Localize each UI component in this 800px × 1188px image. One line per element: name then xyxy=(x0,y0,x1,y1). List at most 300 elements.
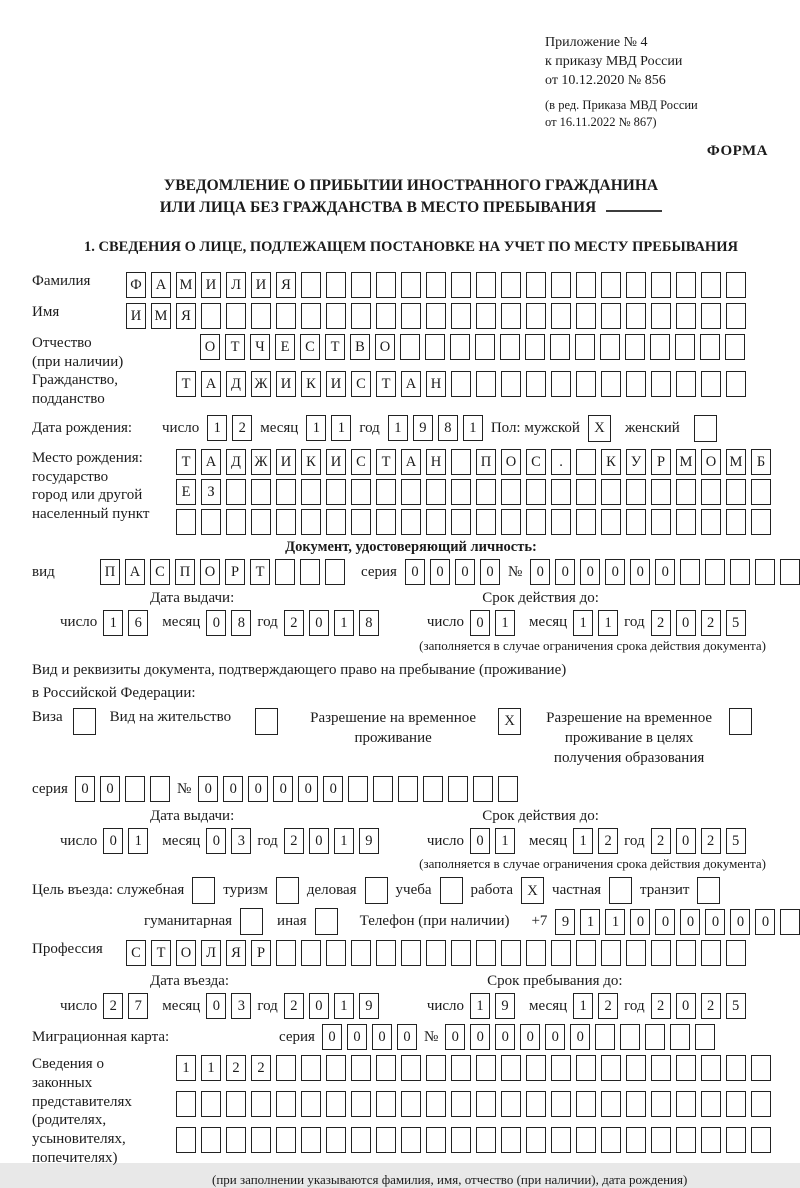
representatives-cell[interactable] xyxy=(351,1127,371,1153)
birth-place-cell[interactable] xyxy=(576,449,596,475)
patronymic-cell[interactable] xyxy=(475,334,495,360)
visa-checkbox-cell[interactable] xyxy=(73,708,96,735)
representatives-cell[interactable] xyxy=(751,1127,771,1153)
birth-place-cell[interactable] xyxy=(601,479,621,505)
profession-cell[interactable] xyxy=(351,940,371,966)
birth-year-cell[interactable]: 1 xyxy=(463,415,483,441)
citizenship-cell[interactable]: А xyxy=(401,371,421,397)
doc-number-cell[interactable]: 0 xyxy=(555,559,575,585)
birth-place-cell[interactable]: П xyxy=(476,449,496,475)
representatives-cell[interactable] xyxy=(326,1055,346,1081)
patronymic-cell[interactable]: О xyxy=(200,334,220,360)
birth-month-cell[interactable]: 1 xyxy=(306,415,326,441)
surname-cell[interactable] xyxy=(626,272,646,298)
entry-month-cell[interactable]: 3 xyxy=(231,993,251,1019)
profession-cell[interactable] xyxy=(276,940,296,966)
representatives-cell[interactable] xyxy=(451,1055,471,1081)
permit-issue-year-cell[interactable]: 1 xyxy=(334,828,354,854)
surname-cell[interactable] xyxy=(526,272,546,298)
citizenship-cell[interactable]: А xyxy=(201,371,221,397)
patronymic-cell[interactable] xyxy=(600,334,620,360)
representatives-cell[interactable] xyxy=(226,1091,246,1117)
permit-expiry-year-cell[interactable]: 5 xyxy=(726,828,746,854)
doc-issue-year-cell[interactable]: 2 xyxy=(284,610,304,636)
stay-day-cell[interactable]: 9 xyxy=(495,993,515,1019)
representatives-cell[interactable] xyxy=(551,1055,571,1081)
citizenship-cell[interactable] xyxy=(451,371,471,397)
birth-place-cell[interactable] xyxy=(501,509,521,535)
doc-type-cell[interactable]: Т xyxy=(250,559,270,585)
representatives-cell[interactable] xyxy=(651,1091,671,1117)
permit-issue-day-cell[interactable]: 0 xyxy=(103,828,123,854)
birth-place-cell[interactable] xyxy=(476,509,496,535)
profession-cell[interactable]: Р xyxy=(251,940,271,966)
purpose-study-cell[interactable] xyxy=(440,877,463,904)
permit-issue-year-cell[interactable]: 0 xyxy=(309,828,329,854)
permit-number-cell[interactable] xyxy=(448,776,468,802)
birth-place-cell[interactable] xyxy=(176,509,196,535)
representatives-cell[interactable] xyxy=(526,1127,546,1153)
birth-place-cell[interactable] xyxy=(601,509,621,535)
profession-cell[interactable] xyxy=(451,940,471,966)
surname-cell[interactable] xyxy=(551,272,571,298)
profession-cell[interactable]: О xyxy=(176,940,196,966)
permit-series-cell[interactable]: 0 xyxy=(75,776,95,802)
representatives-cell[interactable] xyxy=(726,1091,746,1117)
citizenship-cell[interactable]: Ж xyxy=(251,371,271,397)
migcard-number-cell[interactable]: 0 xyxy=(470,1024,490,1050)
birth-place-cell[interactable]: И xyxy=(326,449,346,475)
doc-issue-day-cell[interactable]: 1 xyxy=(103,610,123,636)
birth-place-cell[interactable] xyxy=(301,479,321,505)
birth-place-cell[interactable]: С xyxy=(526,449,546,475)
profession-cell[interactable] xyxy=(726,940,746,966)
given-name-cell[interactable] xyxy=(551,303,571,329)
phone-cell[interactable]: 1 xyxy=(580,909,600,935)
phone-cell[interactable]: 0 xyxy=(730,909,750,935)
temp-residence-edu-checkbox-cell[interactable] xyxy=(729,708,752,735)
doc-issue-day-cell[interactable]: 6 xyxy=(128,610,148,636)
representatives-cell[interactable] xyxy=(376,1055,396,1081)
citizenship-cell[interactable] xyxy=(626,371,646,397)
permit-expiry-day-cell[interactable]: 1 xyxy=(495,828,515,854)
representatives-cell[interactable] xyxy=(401,1091,421,1117)
birth-place-cell[interactable] xyxy=(501,479,521,505)
birth-place-cell[interactable] xyxy=(276,509,296,535)
birth-year-cell[interactable]: 1 xyxy=(388,415,408,441)
phone-cell[interactable] xyxy=(780,909,800,935)
citizenship-cell[interactable] xyxy=(726,371,746,397)
representatives-cell[interactable] xyxy=(601,1055,621,1081)
birth-year-cell[interactable]: 9 xyxy=(413,415,433,441)
citizenship-cell[interactable] xyxy=(676,371,696,397)
doc-type-cell[interactable] xyxy=(275,559,295,585)
representatives-cell[interactable] xyxy=(676,1127,696,1153)
doc-type-cell[interactable]: С xyxy=(150,559,170,585)
profession-cell[interactable] xyxy=(701,940,721,966)
representatives-cell[interactable] xyxy=(526,1091,546,1117)
representatives-cell[interactable] xyxy=(426,1091,446,1117)
birth-place-cell[interactable] xyxy=(751,479,771,505)
profession-cell[interactable]: Т xyxy=(151,940,171,966)
patronymic-cell[interactable] xyxy=(575,334,595,360)
doc-expiry-year-cell[interactable]: 0 xyxy=(676,610,696,636)
given-name-cell[interactable] xyxy=(201,303,221,329)
doc-number-cell[interactable]: 0 xyxy=(580,559,600,585)
permit-number-cell[interactable] xyxy=(373,776,393,802)
birth-place-cell[interactable] xyxy=(576,509,596,535)
surname-cell[interactable] xyxy=(451,272,471,298)
birth-place-cell[interactable]: А xyxy=(201,449,221,475)
purpose-work-cell[interactable]: X xyxy=(521,877,544,904)
permit-series-cell[interactable]: 0 xyxy=(100,776,120,802)
representatives-cell[interactable] xyxy=(376,1091,396,1117)
representatives-cell[interactable] xyxy=(476,1091,496,1117)
birth-place-cell[interactable]: Т xyxy=(376,449,396,475)
given-name-cell[interactable] xyxy=(451,303,471,329)
citizenship-cell[interactable] xyxy=(601,371,621,397)
surname-cell[interactable] xyxy=(326,272,346,298)
permit-expiry-year-cell[interactable]: 2 xyxy=(651,828,671,854)
doc-issue-month-cell[interactable]: 0 xyxy=(206,610,226,636)
profession-cell[interactable] xyxy=(601,940,621,966)
permit-issue-month-cell[interactable]: 3 xyxy=(231,828,251,854)
stay-year-cell[interactable]: 2 xyxy=(651,993,671,1019)
doc-series-cell[interactable]: 0 xyxy=(430,559,450,585)
given-name-cell[interactable] xyxy=(676,303,696,329)
representatives-cell[interactable] xyxy=(301,1055,321,1081)
doc-number-cell[interactable] xyxy=(755,559,775,585)
given-name-cell[interactable] xyxy=(301,303,321,329)
patronymic-cell[interactable]: О xyxy=(375,334,395,360)
given-name-cell[interactable] xyxy=(651,303,671,329)
given-name-cell[interactable] xyxy=(626,303,646,329)
representatives-cell[interactable] xyxy=(251,1091,271,1117)
surname-cell[interactable] xyxy=(401,272,421,298)
doc-number-cell[interactable] xyxy=(730,559,750,585)
representatives-cell[interactable]: 1 xyxy=(201,1055,221,1081)
birth-place-cell[interactable]: Ж xyxy=(251,449,271,475)
permit-issue-day-cell[interactable]: 1 xyxy=(128,828,148,854)
birth-day-cell[interactable]: 1 xyxy=(207,415,227,441)
birth-place-cell[interactable] xyxy=(726,479,746,505)
birth-place-cell[interactable] xyxy=(676,479,696,505)
phone-cell[interactable]: 0 xyxy=(705,909,725,935)
representatives-cell[interactable] xyxy=(301,1091,321,1117)
birth-place-cell[interactable] xyxy=(476,479,496,505)
permit-number-cell[interactable]: 0 xyxy=(298,776,318,802)
doc-number-cell[interactable]: 0 xyxy=(530,559,550,585)
representatives-cell[interactable] xyxy=(626,1091,646,1117)
patronymic-cell[interactable]: В xyxy=(350,334,370,360)
birth-place-cell[interactable]: К xyxy=(601,449,621,475)
birth-place-cell[interactable] xyxy=(651,479,671,505)
birth-place-cell[interactable] xyxy=(326,479,346,505)
birth-place-cell[interactable] xyxy=(576,479,596,505)
migcard-number-cell[interactable] xyxy=(670,1024,690,1050)
permit-number-cell[interactable] xyxy=(423,776,443,802)
doc-expiry-year-cell[interactable]: 2 xyxy=(701,610,721,636)
given-name-cell[interactable]: М xyxy=(151,303,171,329)
birth-place-cell[interactable]: М xyxy=(676,449,696,475)
representatives-cell[interactable] xyxy=(601,1127,621,1153)
citizenship-cell[interactable] xyxy=(551,371,571,397)
profession-cell[interactable]: Л xyxy=(201,940,221,966)
representatives-cell[interactable] xyxy=(451,1127,471,1153)
stay-month-cell[interactable]: 2 xyxy=(598,993,618,1019)
representatives-cell[interactable] xyxy=(751,1091,771,1117)
representatives-cell[interactable] xyxy=(676,1091,696,1117)
birth-place-cell[interactable] xyxy=(676,509,696,535)
given-name-cell[interactable] xyxy=(501,303,521,329)
given-name-cell[interactable]: Я xyxy=(176,303,196,329)
representatives-cell[interactable] xyxy=(476,1127,496,1153)
migcard-number-cell[interactable] xyxy=(595,1024,615,1050)
representatives-cell[interactable] xyxy=(426,1055,446,1081)
representatives-cell[interactable] xyxy=(351,1091,371,1117)
representatives-cell[interactable]: 2 xyxy=(226,1055,246,1081)
doc-series-cell[interactable]: 0 xyxy=(480,559,500,585)
doc-series-cell[interactable]: 0 xyxy=(455,559,475,585)
representatives-cell[interactable] xyxy=(501,1091,521,1117)
doc-expiry-month-cell[interactable]: 1 xyxy=(598,610,618,636)
permit-expiry-year-cell[interactable]: 2 xyxy=(701,828,721,854)
migcard-number-cell[interactable]: 0 xyxy=(545,1024,565,1050)
representatives-cell[interactable] xyxy=(276,1127,296,1153)
doc-number-cell[interactable] xyxy=(680,559,700,585)
doc-type-cell[interactable] xyxy=(325,559,345,585)
representatives-cell[interactable] xyxy=(476,1055,496,1081)
representatives-cell[interactable] xyxy=(501,1055,521,1081)
entry-day-cell[interactable]: 7 xyxy=(128,993,148,1019)
permit-expiry-day-cell[interactable]: 0 xyxy=(470,828,490,854)
citizenship-cell[interactable] xyxy=(701,371,721,397)
doc-type-cell[interactable]: П xyxy=(100,559,120,585)
permit-number-cell[interactable]: 0 xyxy=(223,776,243,802)
surname-cell[interactable] xyxy=(576,272,596,298)
doc-number-cell[interactable] xyxy=(780,559,800,585)
doc-expiry-month-cell[interactable]: 1 xyxy=(573,610,593,636)
citizenship-cell[interactable]: К xyxy=(301,371,321,397)
entry-year-cell[interactable]: 2 xyxy=(284,993,304,1019)
birth-place-cell[interactable] xyxy=(651,509,671,535)
representatives-cell[interactable] xyxy=(751,1055,771,1081)
representatives-cell[interactable] xyxy=(501,1127,521,1153)
birth-place-cell[interactable] xyxy=(526,509,546,535)
surname-cell[interactable] xyxy=(651,272,671,298)
given-name-cell[interactable] xyxy=(576,303,596,329)
birth-place-cell[interactable] xyxy=(626,479,646,505)
permit-number-cell[interactable] xyxy=(398,776,418,802)
patronymic-cell[interactable] xyxy=(650,334,670,360)
migcard-series-cell[interactable]: 0 xyxy=(347,1024,367,1050)
birth-place-cell[interactable]: А xyxy=(401,449,421,475)
given-name-cell[interactable] xyxy=(226,303,246,329)
birth-place-cell[interactable] xyxy=(426,509,446,535)
birth-place-cell[interactable]: М xyxy=(726,449,746,475)
permit-expiry-year-cell[interactable]: 0 xyxy=(676,828,696,854)
profession-cell[interactable] xyxy=(576,940,596,966)
profession-cell[interactable] xyxy=(526,940,546,966)
birth-place-cell[interactable]: З xyxy=(201,479,221,505)
doc-number-cell[interactable] xyxy=(705,559,725,585)
birth-place-cell[interactable] xyxy=(626,509,646,535)
birth-place-cell[interactable]: . xyxy=(551,449,571,475)
birth-place-cell[interactable] xyxy=(551,479,571,505)
representatives-cell[interactable] xyxy=(551,1127,571,1153)
birth-place-cell[interactable] xyxy=(251,509,271,535)
birth-place-cell[interactable] xyxy=(401,479,421,505)
doc-number-cell[interactable]: 0 xyxy=(655,559,675,585)
stay-year-cell[interactable]: 5 xyxy=(726,993,746,1019)
profession-cell[interactable] xyxy=(651,940,671,966)
permit-series-cell[interactable] xyxy=(125,776,145,802)
birth-place-cell[interactable] xyxy=(451,449,471,475)
patronymic-cell[interactable] xyxy=(525,334,545,360)
temp-residence-checkbox-cell[interactable]: X xyxy=(498,708,521,735)
representatives-cell[interactable] xyxy=(401,1127,421,1153)
representatives-cell[interactable] xyxy=(426,1127,446,1153)
patronymic-cell[interactable]: Т xyxy=(225,334,245,360)
birth-place-cell[interactable]: О xyxy=(501,449,521,475)
representatives-cell[interactable] xyxy=(676,1055,696,1081)
citizenship-cell[interactable] xyxy=(526,371,546,397)
surname-cell[interactable]: Ф xyxy=(126,272,146,298)
given-name-cell[interactable] xyxy=(526,303,546,329)
birth-place-cell[interactable] xyxy=(751,509,771,535)
patronymic-cell[interactable] xyxy=(625,334,645,360)
patronymic-cell[interactable]: С xyxy=(300,334,320,360)
given-name-cell[interactable] xyxy=(351,303,371,329)
birth-place-cell[interactable] xyxy=(226,509,246,535)
representatives-cell[interactable] xyxy=(201,1127,221,1153)
doc-expiry-day-cell[interactable]: 0 xyxy=(470,610,490,636)
representatives-cell[interactable] xyxy=(601,1091,621,1117)
birth-place-cell[interactable] xyxy=(701,509,721,535)
citizenship-cell[interactable]: И xyxy=(276,371,296,397)
given-name-cell[interactable] xyxy=(701,303,721,329)
patronymic-cell[interactable] xyxy=(450,334,470,360)
sex-male-checkbox-cell[interactable]: X xyxy=(588,415,611,442)
birth-month-cell[interactable]: 1 xyxy=(331,415,351,441)
given-name-cell[interactable] xyxy=(476,303,496,329)
surname-cell[interactable]: А xyxy=(151,272,171,298)
permit-number-cell[interactable]: 0 xyxy=(273,776,293,802)
migcard-number-cell[interactable]: 0 xyxy=(495,1024,515,1050)
doc-issue-year-cell[interactable]: 0 xyxy=(309,610,329,636)
birth-place-cell[interactable] xyxy=(376,479,396,505)
given-name-cell[interactable] xyxy=(251,303,271,329)
representatives-cell[interactable]: 1 xyxy=(176,1055,196,1081)
surname-cell[interactable] xyxy=(476,272,496,298)
given-name-cell[interactable] xyxy=(601,303,621,329)
migcard-number-cell[interactable]: 0 xyxy=(520,1024,540,1050)
migcard-number-cell[interactable] xyxy=(695,1024,715,1050)
birth-place-cell[interactable] xyxy=(251,479,271,505)
birth-place-cell[interactable] xyxy=(326,509,346,535)
stay-month-cell[interactable]: 1 xyxy=(573,993,593,1019)
phone-cell[interactable]: 0 xyxy=(630,909,650,935)
birth-place-cell[interactable] xyxy=(726,509,746,535)
given-name-cell[interactable]: И xyxy=(126,303,146,329)
surname-cell[interactable]: Я xyxy=(276,272,296,298)
surname-cell[interactable]: Л xyxy=(226,272,246,298)
given-name-cell[interactable] xyxy=(326,303,346,329)
citizenship-cell[interactable]: И xyxy=(326,371,346,397)
birth-place-cell[interactable]: К xyxy=(301,449,321,475)
birth-place-cell[interactable]: С xyxy=(351,449,371,475)
doc-issue-year-cell[interactable]: 8 xyxy=(359,610,379,636)
representatives-cell[interactable] xyxy=(651,1055,671,1081)
representatives-cell[interactable] xyxy=(301,1127,321,1153)
profession-cell[interactable] xyxy=(676,940,696,966)
citizenship-cell[interactable] xyxy=(501,371,521,397)
patronymic-cell[interactable] xyxy=(400,334,420,360)
phone-cell[interactable]: 0 xyxy=(680,909,700,935)
birth-place-cell[interactable]: Д xyxy=(226,449,246,475)
surname-cell[interactable] xyxy=(301,272,321,298)
birth-place-cell[interactable] xyxy=(351,479,371,505)
birth-place-cell[interactable] xyxy=(226,479,246,505)
profession-cell[interactable] xyxy=(551,940,571,966)
representatives-cell[interactable] xyxy=(701,1127,721,1153)
given-name-cell[interactable] xyxy=(726,303,746,329)
permit-number-cell[interactable] xyxy=(473,776,493,802)
representatives-cell[interactable] xyxy=(701,1055,721,1081)
migcard-series-cell[interactable]: 0 xyxy=(322,1024,342,1050)
doc-type-cell[interactable] xyxy=(300,559,320,585)
entry-year-cell[interactable]: 9 xyxy=(359,993,379,1019)
permit-number-cell[interactable] xyxy=(348,776,368,802)
representatives-cell[interactable] xyxy=(326,1127,346,1153)
representatives-cell[interactable] xyxy=(251,1127,271,1153)
birth-place-cell[interactable] xyxy=(551,509,571,535)
residence-permit-checkbox-cell[interactable] xyxy=(255,708,278,735)
birth-place-cell[interactable] xyxy=(526,479,546,505)
migcard-number-cell[interactable]: 0 xyxy=(445,1024,465,1050)
birth-place-cell[interactable] xyxy=(276,479,296,505)
permit-issue-year-cell[interactable]: 9 xyxy=(359,828,379,854)
doc-number-cell[interactable]: 0 xyxy=(605,559,625,585)
profession-cell[interactable] xyxy=(401,940,421,966)
surname-cell[interactable] xyxy=(426,272,446,298)
representatives-cell[interactable] xyxy=(401,1055,421,1081)
representatives-cell[interactable] xyxy=(276,1055,296,1081)
purpose-other-cell[interactable] xyxy=(315,908,338,935)
representatives-cell[interactable] xyxy=(276,1091,296,1117)
doc-type-cell[interactable]: О xyxy=(200,559,220,585)
birth-place-cell[interactable] xyxy=(201,509,221,535)
representatives-cell[interactable] xyxy=(176,1127,196,1153)
representatives-cell[interactable] xyxy=(576,1091,596,1117)
patronymic-cell[interactable] xyxy=(550,334,570,360)
representatives-cell[interactable] xyxy=(176,1091,196,1117)
citizenship-cell[interactable] xyxy=(651,371,671,397)
birth-place-cell[interactable] xyxy=(376,509,396,535)
birth-place-cell[interactable] xyxy=(351,509,371,535)
birth-place-cell[interactable] xyxy=(301,509,321,535)
given-name-cell[interactable] xyxy=(426,303,446,329)
representatives-cell[interactable] xyxy=(701,1091,721,1117)
citizenship-cell[interactable] xyxy=(576,371,596,397)
representatives-cell[interactable] xyxy=(551,1091,571,1117)
representatives-cell[interactable] xyxy=(526,1055,546,1081)
migcard-series-cell[interactable]: 0 xyxy=(372,1024,392,1050)
birth-place-cell[interactable] xyxy=(451,479,471,505)
representatives-cell[interactable]: 2 xyxy=(251,1055,271,1081)
profession-cell[interactable]: Я xyxy=(226,940,246,966)
purpose-private-cell[interactable] xyxy=(609,877,632,904)
